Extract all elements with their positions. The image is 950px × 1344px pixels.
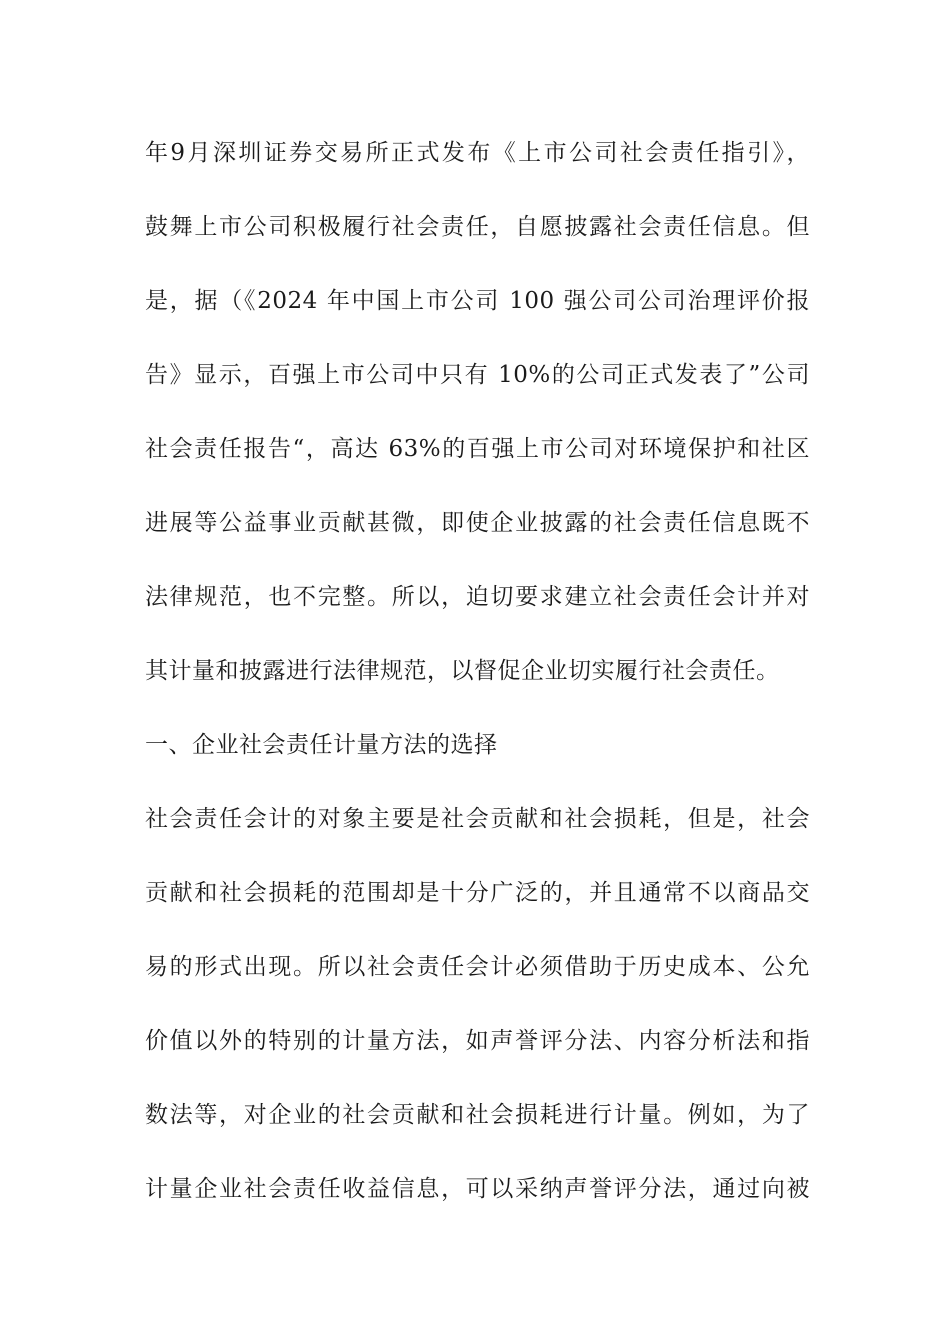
section-heading: 一、企业社会责任计量方法的选择 <box>145 732 498 758</box>
paragraph-line: 其计量和披露进行法律规范，以督促企业切实履行社会责任。 <box>145 658 780 684</box>
paragraph-line: 鼓舞上市公司积极履行社会责任，自愿披露社会责任信息。但 <box>145 214 810 240</box>
paragraph-line: 价值以外的特别的计量方法，如声誉评分法、内容分析法和指 <box>145 1028 810 1054</box>
paragraph-line: 数法等，对企业的社会贡献和社会损耗进行计量。例如，为了 <box>145 1102 810 1128</box>
paragraph-line: 易的形式出现。所以社会责任会计必须借助于历史成本、公允 <box>145 954 810 980</box>
paragraph-line: 贡献和社会损耗的范围却是十分广泛的，并且通常不以商品交 <box>145 880 810 906</box>
paragraph-line: 年9月深圳证券交易所正式发布《上市公司社会责任指引》， <box>145 140 810 166</box>
paragraph-line: 社会责任会计的对象主要是社会贡献和社会损耗，但是，社会 <box>145 806 810 832</box>
paragraph-line: 进展等公益事业贡献甚微，即使企业披露的社会责任信息既不 <box>145 510 810 536</box>
paragraph-line: 社会责任报告“，高达 63%的百强上市公司对环境保护和社区 <box>145 436 810 462</box>
paragraph-line: 是，据（《2024 年中国上市公司 100 强公司公司治理评价报 <box>145 288 810 314</box>
paragraph-line: 告》显示，百强上市公司中只有 10%的公司正式发表了”公司 <box>145 362 810 388</box>
paragraph-line: 计量企业社会责任收益信息，可以采纳声誉评分法，通过向被 <box>145 1176 810 1202</box>
paragraph-line: 法律规范，也不完整。所以，迫切要求建立社会责任会计并对 <box>145 584 810 610</box>
